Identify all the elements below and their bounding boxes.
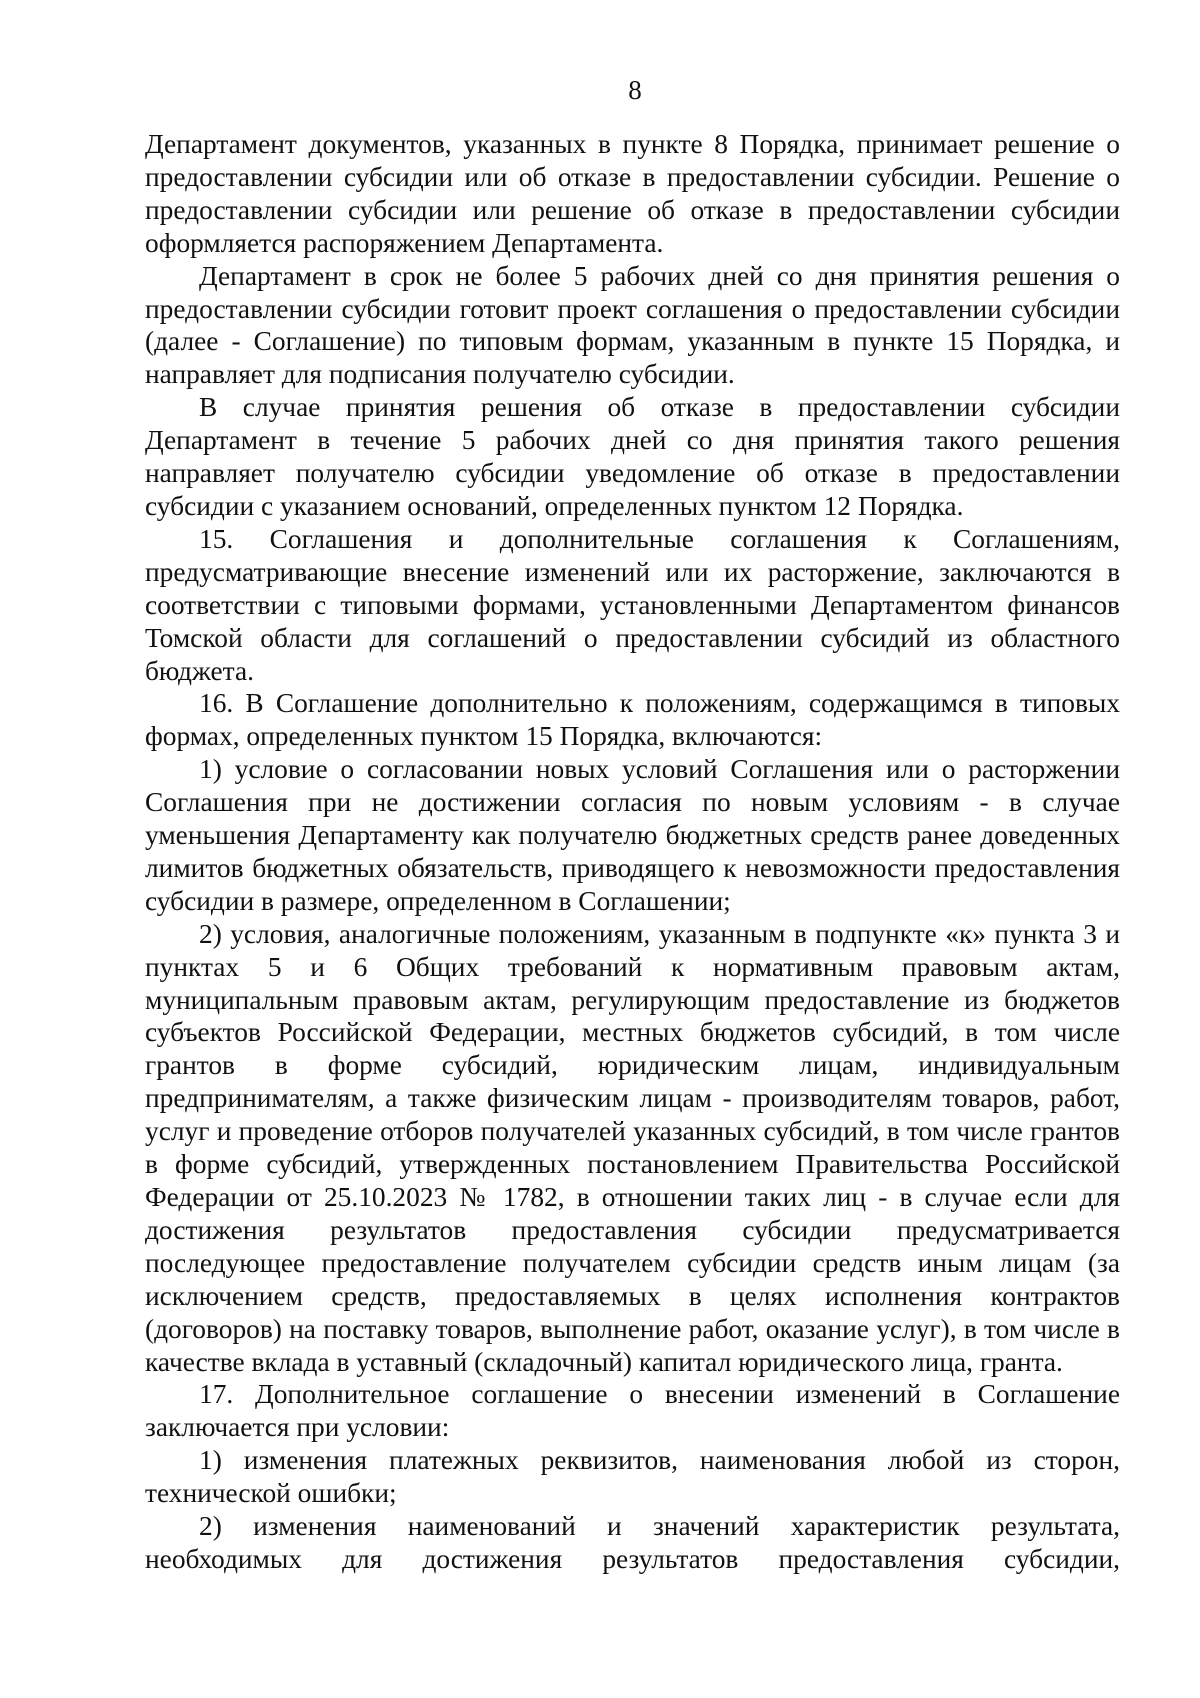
paragraph-decision: Департамент документов, указанных в пункте 8 Порядка, принимает решение о предоставлении субсидии или об отказе в предоставлении субсидии. Решение о предоставлении субсидии или решение об отказе в предоставлении субсидии оформляется распоряжением Департамента. — [145, 129, 1120, 258]
paragraph-agreement-draft: Департамент в срок не более 5 рабочих дней со дня принятия решения о предоставлении субсидии готовит проект соглашения о предоставлении субсидии (далее - Соглашение) по типовым формам, указанным в пункте 15 Порядка, и направляет для подписания получателю субсидии. — [145, 260, 1120, 390]
page-number: 8 — [628, 75, 642, 105]
paragraph-item-17-2: 2) изменения наименований и значений характеристик результата, необходимых для достижения результатов предоставления субсидии, — [145, 1511, 1120, 1574]
paragraph-item-16: 16. В Соглашение дополнительно к положениям, содержащимся в типовых формах, определенных пунктом 15 Порядка, включаются: — [145, 688, 1120, 752]
paragraph-item-15: 15. Соглашения и дополнительные соглашения к Соглашениям, предусматривающие внесение изменений или их расторжение, заключаются в соответствии с типовыми формами, установленными Департаментом финансов Томской области для соглашений о предоставлении субсидий из областного бюджета. — [145, 523, 1120, 686]
paragraph-item-16-2: 2) условия, аналогичные положениям, указанным в подпункте «к» пункта 3 и пунктах 5 и 6 Общих требований к нормативным правовым актам, муниципальным правовым актам, регулирующим предоставление из бюджетов субъектов Российской Федерации, местных бюджетов субсидий, в том числе грантов в форме субсидий, юридическим лицам, индивидуальным предпринимателям, а также физическим лицам - производителям товаров, работ, услуг и проведение отборов получателей указанных субсидий, в том числе грантов в форме субсидий, утвержденных постановлением Правительства Российской Федерации от 25.10.2023 № 1782, в отношении таких лиц - в случае если для достижения результатов предоставления субсидии предусматривается последующее предоставление получателем субсидии средств иным лицам (за исключением средств, предоставляемых в целях исполнения контрактов (договоров) на поставку товаров, выполнение работ, оказание услуг), в том числе в качестве вклада в уставный (складочный) капитал юридического лица, гранта. — [145, 918, 1120, 1377]
document-body — [145, 128, 1120, 1576]
paragraph-item-17-1: 1) изменения платежных реквизитов, наименования любой из сторон, технической ошибки; — [145, 1445, 1120, 1509]
paragraph-item-16-1: 1) условие о согласовании новых условий Соглашения или о расторжении Соглашения при не достижении согласия по новым условиям - в случае уменьшения Департаменту как получателю бюджетных средств ранее доведенных лимитов бюджетных обязательств, приводящего к невозможности предоставления субсидии в размере, определенном в Соглашении; — [145, 754, 1120, 916]
paragraph-item-17: 17. Дополнительное соглашение о внесении изменений в Соглашение заключается при условии: — [145, 1379, 1120, 1443]
paragraph-refusal-notice: В случае принятия решения об отказе в предоставлении субсидии Департамент в течение 5 рабочих дней со дня принятия такого решения направляет получателю субсидии уведомление об отказе в предоставлении субсидии с указанием оснований, определенных пунктом 12 Порядка. — [145, 392, 1120, 521]
